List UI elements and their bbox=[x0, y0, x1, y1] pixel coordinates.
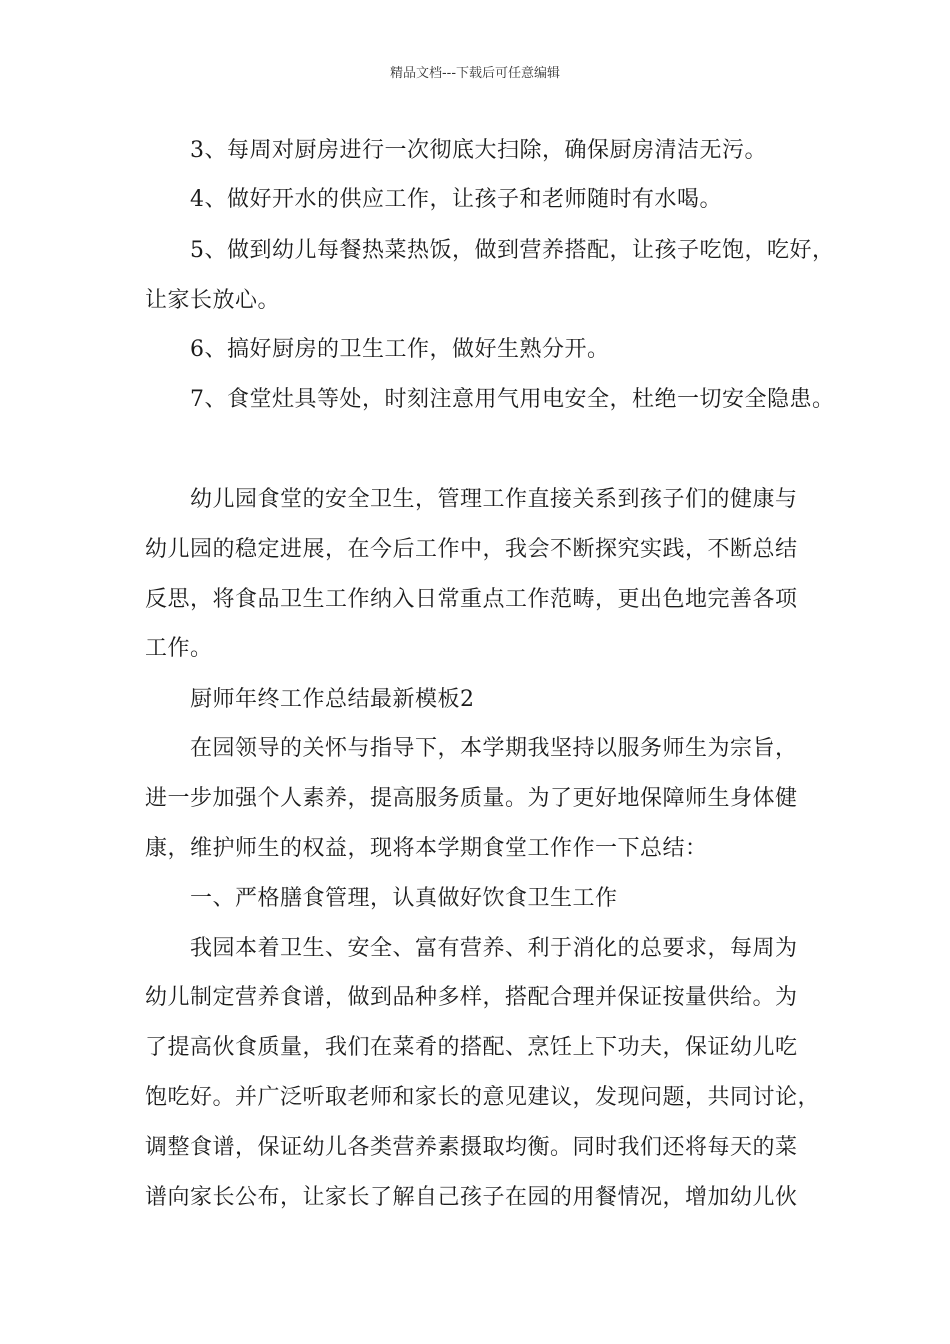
paragraph-line: 幼儿园食堂的安全卫生，管理工作直接关系到孩子们的健康与 bbox=[190, 487, 798, 512]
list-item-4: 4、做好开水的供应工作，让孩子和老师随时有水喝。 bbox=[190, 187, 722, 212]
paragraph-line: 工作。 bbox=[145, 636, 213, 661]
paragraph-line: 幼儿园的稳定进展，在今后工作中，我会不断探究实践，不断总结 bbox=[145, 537, 798, 562]
paragraph-line: 谱向家长公布，让家长了解自己孩子在园的用餐情况，增加幼儿伙 bbox=[145, 1185, 798, 1210]
page-header: 精品文档---下载后可任意编辑 bbox=[389, 66, 561, 81]
section-title: 厨师年终工作总结最新模板2 bbox=[190, 687, 475, 712]
paragraph-line: 在园领导的关怀与指导下，本学期我坚持以服务师生为宗旨， bbox=[190, 736, 798, 761]
paragraph-line: 我园本着卫生、安全、富有营养、利于消化的总要求，每周为 bbox=[190, 936, 798, 961]
paragraph-line: 反思，将食品卫生工作纳入日常重点工作范畴，更出色地完善各项 bbox=[145, 587, 798, 612]
list-item-5-continued: 让家长放心。 bbox=[145, 288, 281, 313]
paragraph-line: 康，维护师生的权益，现将本学期食堂工作作一下总结： bbox=[145, 836, 708, 861]
paragraph-line: 饱吃好。并广泛听取老师和家长的意见建议，发现问题，共同讨论， bbox=[145, 1085, 821, 1110]
paragraph-line: 了提高伙食质量，我们在菜肴的搭配、烹饪上下功夫，保证幼儿吃 bbox=[145, 1035, 798, 1060]
list-item-6: 6、搞好厨房的卫生工作，做好生熟分开。 bbox=[190, 337, 610, 362]
paragraph-line: 进一步加强个人素养，提高服务质量。为了更好地保障师生身体健 bbox=[145, 786, 798, 811]
paragraph-line: 幼儿制定营养食谱，做到品种多样，搭配合理并保证按量供给。为 bbox=[145, 985, 798, 1010]
list-item-3: 3、每周对厨房进行一次彻底大扫除，确保厨房清洁无污。 bbox=[190, 138, 767, 163]
list-item-5: 5、做到幼儿每餐热菜热饭，做到营养搭配，让孩子吃饱，吃好， bbox=[190, 238, 835, 263]
list-item-7: 7、食堂灶具等处，时刻注意用气用电安全，杜绝一切安全隐患。 bbox=[190, 387, 835, 412]
paragraph-line: 调整食谱，保证幼儿各类营养素摄取均衡。同时我们还将每天的菜 bbox=[145, 1135, 798, 1160]
section-heading: 一、严格膳食管理，认真做好饮食卫生工作 bbox=[190, 886, 618, 911]
